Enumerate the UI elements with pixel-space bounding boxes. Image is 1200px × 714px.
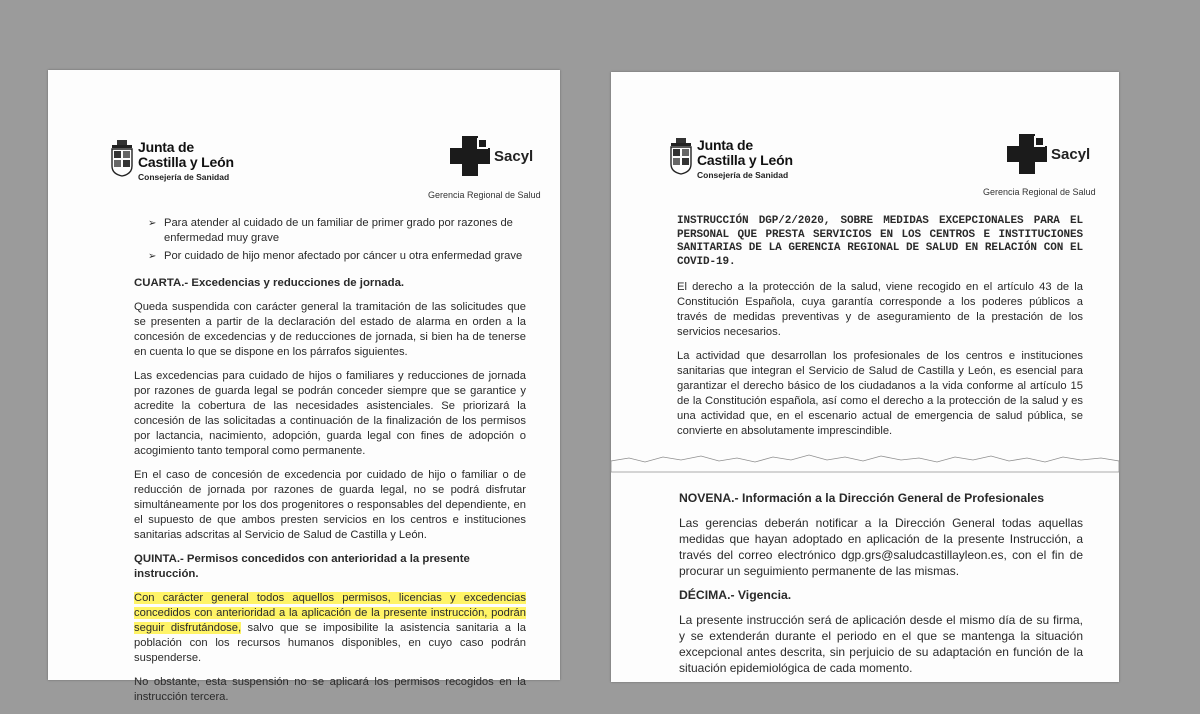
right-page-content: [677, 215, 1083, 448]
gerencia-label: Gerencia Regional de Salud: [983, 187, 1096, 197]
coat-of-arms-icon: [669, 138, 693, 174]
novena-paragraph: Las gerencias deberán notificar a la Dirección General todas aquellas medidas que hayan adoptado en aplicación de la presente Instrucción, a través del correo electrónico dgp.grs@saludcastillayleon.es, con el fin de procurar un seguimiento permanente de las mismas.: [679, 516, 1083, 578]
sacyl-logo: [450, 136, 533, 176]
cuarta-paragraph-2: Las excedencias para cuidado de hijos o familiares y reducciones de jornada por razones de guarda legal se podrán conceder siempre que se garantice y acredite la cobertura de las necesidades asistenciales. Se priorizará la concesión de las solicitadas a continuación de la finalización de los permisos por lactancia, nacimiento, adopción, guarda legal con fines de adopción o acogimiento tanto temporal como permanente.: [134, 370, 526, 457]
quinta-paragraph-1-rest: salvo que se imposibilite la asistencia sanitaria a la población con los recursos humanos disponibles, en cuyo caso podrán suspenderse.: [134, 622, 526, 664]
intro-paragraph-2: La actividad que desarrollan los profesionales de los centros e instituciones sanitarias que integran el Servicio de Salud de Castilla y León, es esencial para garantizar el derecho básico de los ciudadanos a la vida conforme al artículo 15 de la Constitución española, así como el derecho a la protección de la salud y es una actividad que, en el escenario actual de emergencia de salud pública, se convierte en absolutamente imprescindible.: [677, 350, 1083, 437]
decima-paragraph: La presente instrucción será de aplicación desde el mismo día de su firma, y se extenderán durante el periodo en el que se mantenga la situación excepcional antes descrita, sin perjuicio de su adaptación en función de la situación epidemiológica de cada momento.: [679, 613, 1083, 675]
highlighted-text: Con carácter general todos aquellos permisos, licencias y excedencias concedidos con anterioridad a la aplicación de la presente instrucción, podrán seguir disfrutándose,: [134, 592, 526, 634]
cuarta-paragraph-1: Queda suspendida con carácter general la tramitación de las solicitudes que se presenten a partir de la declaración del estado de alarma en orden a la concesión de excedencias y de reducciones de jornada, si bien ha de tenerse en cuenta lo que se dispone en los párrafos siguientes.: [134, 301, 526, 358]
sacyl-name: Sacyl: [494, 147, 534, 165]
left-page-content: [134, 216, 526, 714]
quinta-paragraph-2: No obstante, esta suspensión no se aplicará los permisos recogidos en la instrucción tercera.: [134, 676, 526, 703]
sacyl-name: Sacyl: [1051, 145, 1091, 163]
cuarta-paragraph-3: En el caso de concesión de excedencia por cuidado de hijo o familiar o de reducción de jornada por razones de guarda legal, no se podrá disfrutar simultáneamente por los dos progenitores o responsables del dependiente, en el supuesto de que ambos presten servicios en los centros e instituciones sanitarias adscritas al Servicio de Salud de Castilla y León.: [134, 469, 526, 541]
gerencia-label: Gerencia Regional de Salud: [428, 190, 541, 200]
lower-page-content: [679, 490, 1083, 684]
document-page-right: [611, 72, 1119, 682]
sacyl-cross-icon: [1007, 134, 1047, 174]
quinta-heading: QUINTA.- Permisos concedidos con anterioridad a la presente instrucción.: [134, 553, 470, 580]
document-page-left: [48, 70, 560, 703]
junta-logo: [669, 138, 793, 180]
junta-line3: Consejería de Sanidad: [697, 170, 789, 180]
junta-logo: [110, 140, 234, 182]
quinta-paragraph-1: [134, 591, 526, 666]
bullet-list: [134, 216, 526, 264]
sacyl-logo: [1007, 134, 1090, 174]
junta-line1: Junta de: [697, 137, 753, 153]
novena-heading: NOVENA.- Información a la Dirección General de Profesionales: [679, 491, 1045, 505]
instruction-title: INSTRUCCIÓN DGP/2/2020, SOBRE MEDIDAS EXCEPCIONALES PARA EL PERSONAL QUE PRESTA SERVICIOS EN LOS CENTROS E INSTITUCIONES SANITARIAS DE LA GERENCIA REGIONAL DE SALUD EN RELACIÓN CON EL COVID-19.: [677, 215, 1083, 268]
cuarta-heading: CUARTA.- Excedencias y reducciones de jornada.: [134, 277, 405, 289]
sacyl-cross-icon: [450, 136, 490, 176]
junta-line2: Castilla y León: [138, 154, 234, 170]
coat-of-arms-icon: [110, 140, 134, 176]
intro-paragraph-1: El derecho a la protección de la salud, viene recogido en el artículo 43 de la Constitución Española, cuya garantía corresponde a los poderes públicos a través de medidas preventivas y de aseguramiento de la prestación de los servicios necesarios.: [677, 281, 1083, 338]
junta-line2: Castilla y León: [697, 152, 793, 168]
junta-line3: Consejería de Sanidad: [138, 172, 230, 182]
decima-heading: DÉCIMA.- Vigencia.: [679, 588, 792, 602]
bullet-item-1: ➢ Para atender al cuidado de un familiar de primer grado por razones de enfermedad muy grave: [164, 216, 526, 246]
bullet-item-2: ➢ Por cuidado de hijo menor afectado por cáncer u otra enfermedad grave: [164, 249, 526, 264]
junta-line1: Junta de: [138, 139, 194, 155]
torn-edge: [611, 452, 1119, 472]
